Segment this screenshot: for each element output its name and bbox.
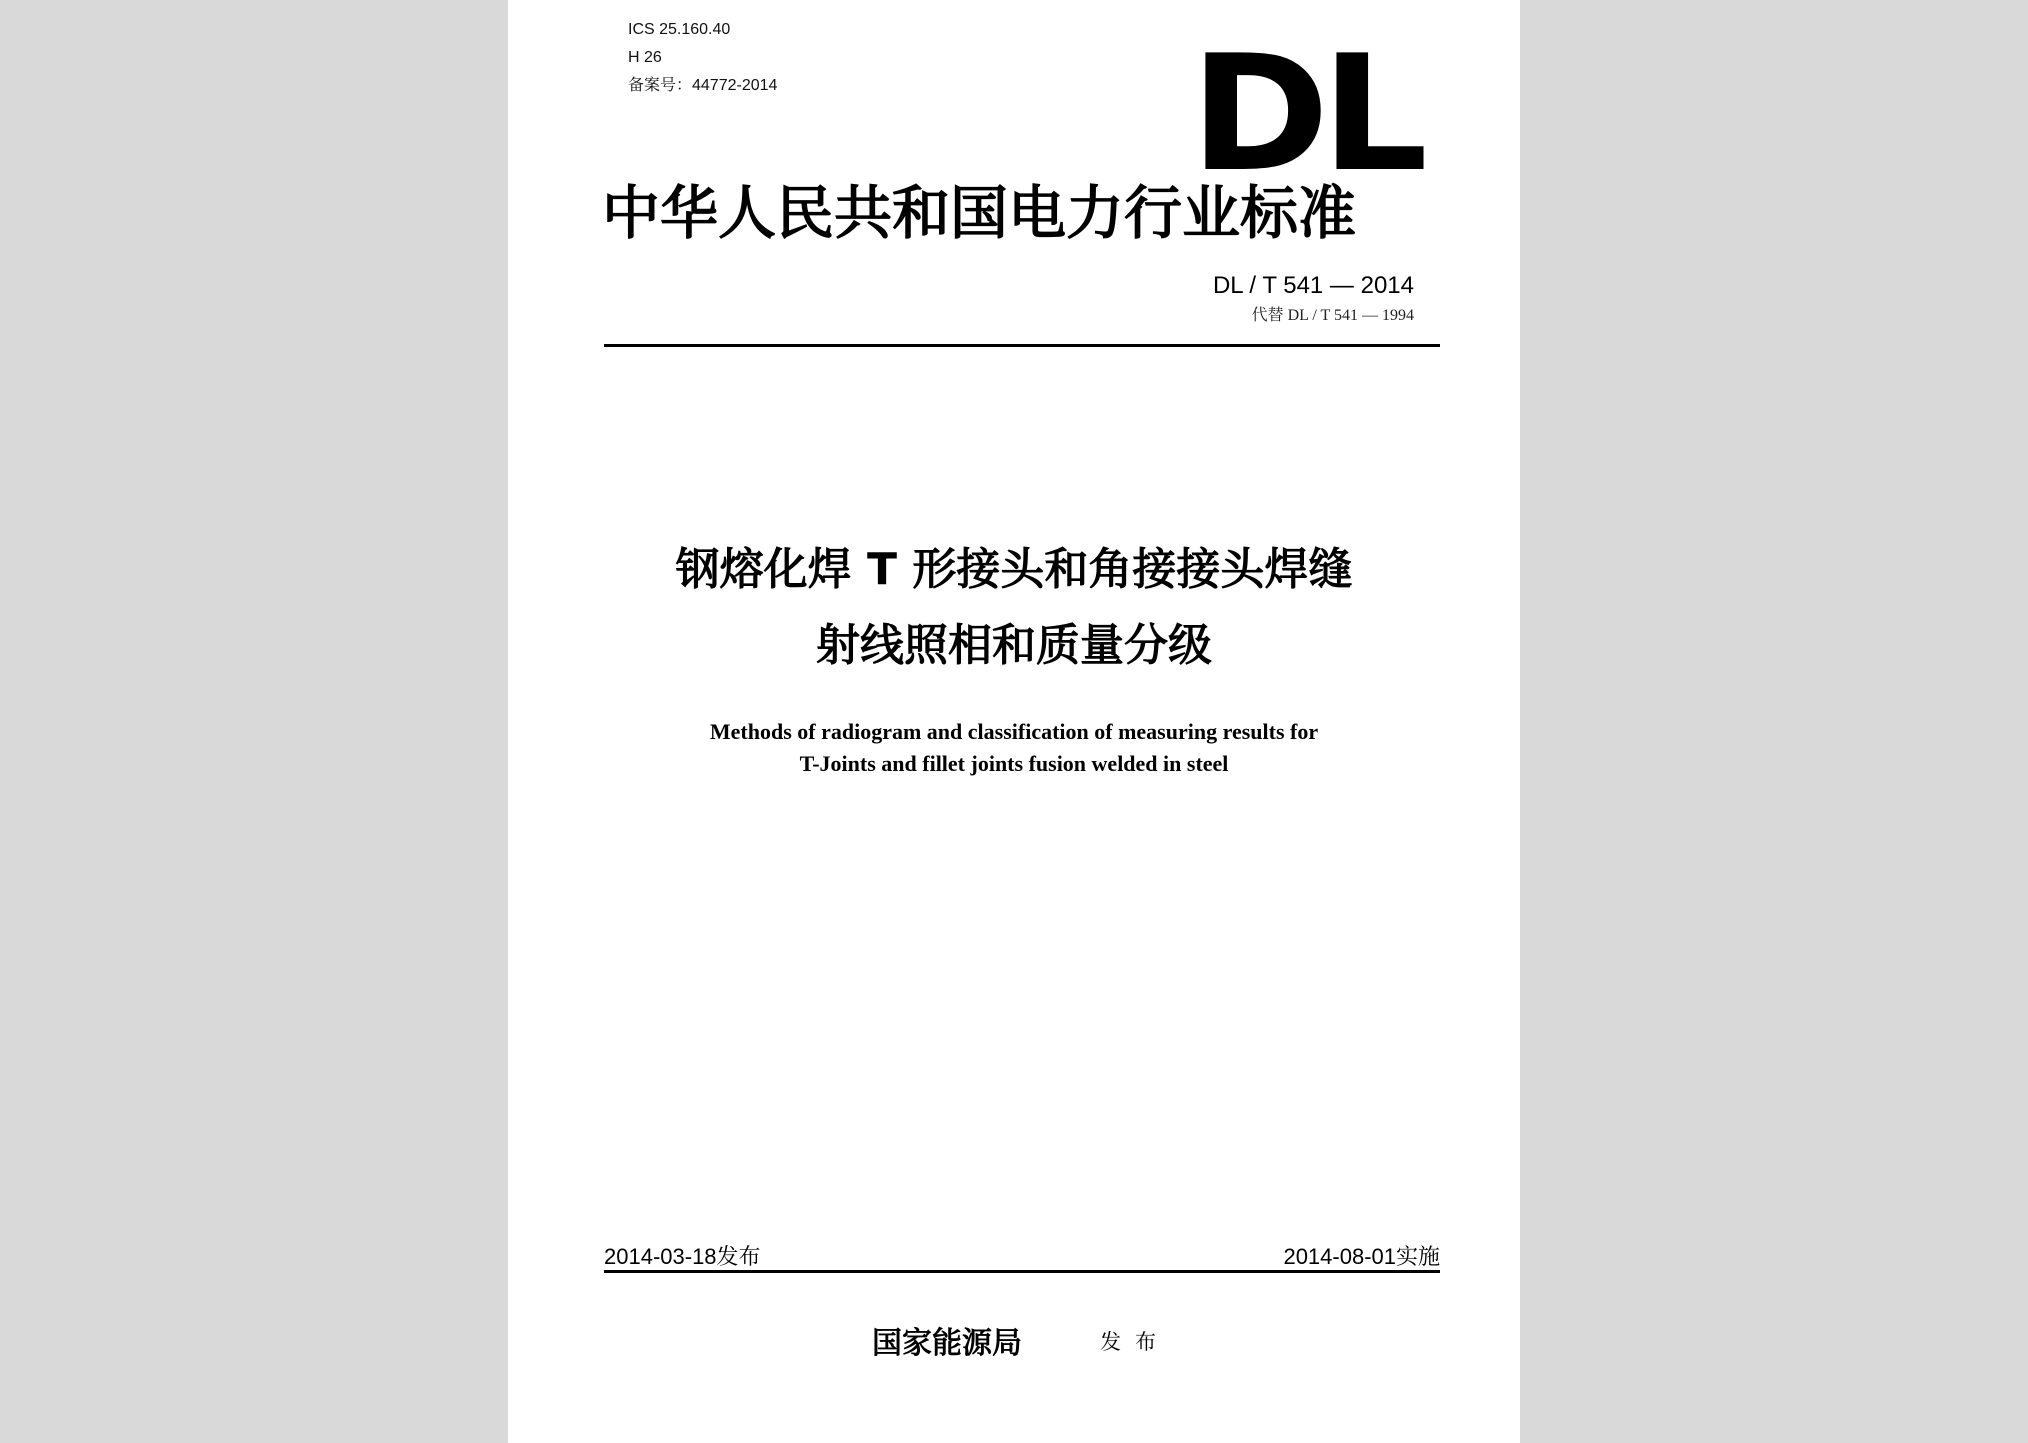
ics-code: ICS 25.160.40 — [628, 21, 731, 38]
footer-divider — [604, 1270, 1440, 1273]
standard-category-title: 中华人民共和国电力行业标准 — [602, 179, 1357, 247]
english-title-line-1: Methods of radiogram and classification of measuring results for — [709, 719, 1319, 744]
chinese-title-line-2: 射线照相和质量分级 — [816, 620, 1212, 671]
standard-cover-page — [508, 0, 1520, 1443]
issuing-authority: 国家能源局 — [872, 1326, 1022, 1361]
class-code: H 26 — [628, 49, 662, 66]
header-divider — [604, 344, 1440, 347]
dl-logo: DL — [1190, 20, 1420, 207]
english-title-line-2: T-Joints and fillet joints fusion welded in steel — [799, 751, 1229, 776]
record-number: 备案号：44772-2014 — [628, 77, 778, 94]
standard-number: DL / T 541 — 2014 — [1212, 272, 1414, 299]
issue-date: 2014-03-18发布 — [604, 1244, 761, 1269]
replaced-standard: 代替 DL / T 541 — 1994 — [1251, 307, 1414, 324]
effective-date: 2014-08-01实施 — [1283, 1244, 1440, 1269]
issue-label: 发布 — [1100, 1330, 1170, 1354]
chinese-title-line-1: 钢熔化焊 T 形接头和角接接头焊缝 — [675, 544, 1353, 595]
